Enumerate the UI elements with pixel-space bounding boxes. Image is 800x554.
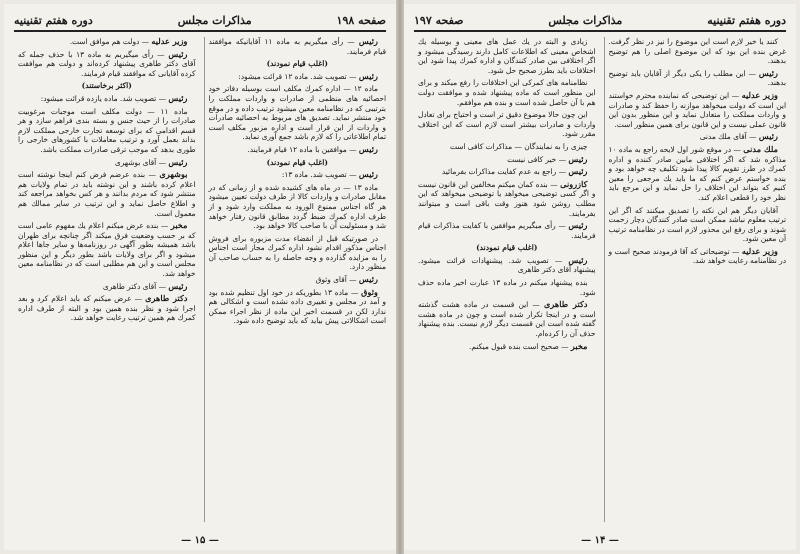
transcript-paragraph bbox=[609, 206, 787, 244]
speaker-name: مخبر bbox=[170, 220, 188, 231]
speaker-name: رئيس bbox=[758, 67, 778, 78]
right-page-column-right bbox=[604, 37, 787, 522]
paragraph-text: — بنده عرضم فرض كنم اينجا نوشته است اعلام كرده باشند و اين نوشته بايد در تمام ولايات هم منتشر شود كه مردم بدانند و هر كس بخواهد مراجعه كند و اطلاع حاصل نمايد و اين ترتيب در ساير ممالك هم معمول است. bbox=[18, 170, 196, 218]
paragraph-text: كنند يا خير لازم است اين موضوع را نيز در نظر گرفت. غرض بنده اين بود كه اين موضوع اصلى را هم توضيح بدهند. bbox=[608, 37, 786, 66]
left-page-title: مذاكرات مجلس bbox=[177, 14, 252, 27]
transcript-paragraph bbox=[209, 183, 387, 231]
paragraph-text: — آقاى دكتر طاهرى bbox=[102, 281, 166, 291]
transcript-paragraph bbox=[609, 69, 787, 88]
paragraph-text: — در موقع شور اول لايحه راجع به ماده ۱۰ مذاكره شد كه اگر اختلافى مابين صادر كننده و اداره كمرك در طرز تقويم كالا پيدا شود تكليف چه خواهد بود و بنده خواستم عرض كنم كه ما بايد يك مرجعى را معين كنيم كه بتواند اين اختلاف را حل نمايد و اين مرجع بايد نظر خود را قطعى اعلام كند. bbox=[608, 144, 786, 202]
paragraph-text: — بنده عرض ميكنم اعلام يك مفهوم عامى است كه بر حسب وضعيت فرق ميكند اگر چنانچه براى طهران باشد هميشه بطور آگهى در روزنامه‌ها و ساير جاها اعلام ميشود و اگر براى ولايات باشد بطور ديگر و اين منظور مجلس است و اين هم مطلبى است كه در نظامنامه معين خواهد شد. bbox=[18, 221, 196, 279]
left-page-column-right bbox=[204, 37, 387, 522]
speaker-name: ملك مدنى bbox=[743, 143, 779, 154]
transcript-paragraph bbox=[18, 158, 196, 168]
right-page-number-label: صفحه ۱۹۷ bbox=[414, 14, 464, 27]
speaker-name: دكتر طاهرى bbox=[544, 299, 588, 310]
speaker-name: رئيس bbox=[358, 37, 379, 46]
transcript-paragraph bbox=[18, 294, 196, 323]
paragraph-text: — موافقين با ماده ۱۲ قيام فرمايند. bbox=[247, 144, 357, 154]
paragraph-text: — رأى ميگيريم به ماده ۱۱ آقايانيكه موافقند قيام فرمايند. bbox=[208, 37, 386, 56]
right-page-session: دوره هفتم تقنينيه bbox=[707, 14, 786, 27]
speaker-name: رئيس bbox=[358, 274, 378, 285]
paragraph-text: — رأى ميگيريم به ماده ۱۳ با حذف جمله كه آقاى دكتر طاهرى پيشنهاد كرده‌اند و دولت هم موافقت كرده آقايانى كه موافقند قيام فرمايند. bbox=[18, 49, 196, 78]
paragraph-text: — تصويب شد. ماده ۱۲ قرائت ميشود: bbox=[238, 71, 357, 81]
transcript-paragraph bbox=[209, 145, 387, 155]
paragraph-text: — دولت هم موافق است. bbox=[69, 37, 150, 46]
procedural-note: (اكثر برخاستند) bbox=[81, 81, 132, 91]
paragraph-text: — اين توضيحى كه نماينده محترم خواستند اين است كه دولت ميخواهد موازنه را حفظ كند و صادرات و واردات مملكت را متعادل نمايد و اين منظور بدون اين قانون عملى نيست و اين قانون براى همين منظور است. bbox=[608, 90, 786, 129]
paragraph-text: زيادى و البته در يك عمل هاى معينى و بوسيله يك اشخاص معينى كه اطلاعات كامل دارند رسيدگى ميشود و اگر اختلافى بين صادر كنندگان و اداره كمرك پيدا شود اين اختلافات بايد بطرز صحيح حل شود. bbox=[418, 37, 596, 75]
left-page-column-left bbox=[14, 37, 196, 522]
speaker-name: وثوق bbox=[361, 286, 378, 297]
transcript-paragraph bbox=[18, 37, 196, 47]
paragraph-text: — اين قسمت در ماده هشت گذشته است و در اينجا تكرار شده است و چون در ماده هشت گفته شده است اين قسمت ديگر لازم نيست. بنده پيشنهاد حذف آن را كرده‌ام. bbox=[418, 300, 596, 339]
transcript-paragraph bbox=[418, 78, 596, 107]
transcript-paragraph bbox=[18, 170, 196, 218]
transcript-paragraph bbox=[418, 256, 596, 275]
procedural-note: (اغلب قيام نمودند) bbox=[266, 59, 328, 69]
left-page-footer-number: — ۱۵ — bbox=[181, 535, 219, 546]
transcript-paragraph bbox=[18, 221, 196, 279]
procedural-note: (اغلب قيام نمودند) bbox=[266, 157, 328, 167]
transcript-paragraph bbox=[18, 107, 196, 155]
paragraph-text: — تصويب شد. ماده ۱۳: bbox=[281, 170, 357, 180]
speaker-name: رئيس bbox=[358, 70, 378, 81]
speaker-name: وزير عدليه bbox=[741, 89, 778, 100]
paragraph-text: — آقاى ملك مدنى bbox=[699, 132, 757, 142]
paragraph-text: ماده ۱۲ — اداره كمرك مكلف است بوسيله دفاتر خود احصائيه هاى منظمى از صادرات و واردات مملكت را بترتيبى كه در نظامنامه معين ميشود ترتيب داده و در موقع خود منتشر نمايد. تصديق هاى مربوط به احصائيه صادرات و واردات از اين قرار است و اداره مزبور مكلف است تمام اطلاعاتى را كه لازم باشد جمع آورى نمايد. bbox=[208, 84, 386, 142]
left-page-session: دوره هفتم تقنينيه bbox=[14, 14, 93, 27]
speaker-name: وزير عدليه bbox=[151, 37, 188, 46]
transcript-paragraph bbox=[418, 342, 596, 352]
right-page-column-left bbox=[414, 37, 596, 522]
right-page-title: مذاكرات مجلس bbox=[548, 14, 623, 27]
transcript-paragraph bbox=[609, 145, 787, 203]
transcript-paragraph bbox=[209, 170, 387, 180]
paragraph-text: اين چون حالا موضوع دقيق تر است و احتياج براى تعادل واردات و صادرات بيشتر است لازم است كه اين اختلاف مقرر شود. bbox=[418, 110, 596, 139]
transcript-paragraph bbox=[418, 300, 596, 338]
transcript-paragraph bbox=[418, 167, 596, 177]
paragraph-text: در صورتيكه قبل از انقضاء مدت مزبوره براى فروش اجناس مذكور اقدام نشود اداره كمرك مجاز است اجناس را به مزايده گذارده و وجه حاصله را به حساب صاحب آن منظور دارد. bbox=[208, 233, 386, 272]
paragraph-text: نظامنامه هاى كمركى اين اختلافات را رفع ميكند و براى اين منظور است كه ماده پيشنهاد شده و موافقت دولت هم با آن حاصل شده است و بنده هم موافقم. bbox=[418, 78, 596, 107]
transcript-paragraph bbox=[418, 180, 596, 218]
speaker-name: رئيس bbox=[568, 166, 588, 177]
transcript-paragraph bbox=[418, 110, 596, 139]
right-page-header bbox=[414, 14, 786, 32]
paragraph-text: — راجع به عدم كفايت مذاكرات بفرمائيد bbox=[441, 167, 566, 177]
transcript-paragraph bbox=[18, 282, 196, 292]
transcript-paragraph bbox=[418, 155, 596, 165]
paragraph-text: — آقاى وثوق bbox=[315, 275, 357, 285]
paragraph-text: چيزى را به نمايندگان — مذاكرات كافى است bbox=[449, 141, 588, 151]
right-page bbox=[404, 4, 796, 550]
speaker-name: بوشهرى bbox=[159, 169, 188, 180]
speaker-name: رئيس bbox=[568, 254, 588, 265]
paragraph-text: — اين مطلب را يكى ديگر از آقايان بايد توضيح بدهند. bbox=[608, 68, 786, 88]
paragraph-text: — آقاى بوشهرى bbox=[114, 157, 166, 167]
right-page-columns bbox=[414, 37, 786, 522]
paragraph-text: — خير كافى نيست bbox=[507, 154, 566, 164]
speaker-name: رئيس bbox=[358, 169, 378, 180]
transcript-paragraph bbox=[609, 91, 787, 129]
speaker-name: رئيس bbox=[168, 156, 188, 167]
transcript-paragraph bbox=[418, 278, 596, 297]
paragraph-text: — رأى ميگيريم موافقين با كفايت مذاكرات قيام فرمايند. bbox=[418, 221, 596, 240]
speaker-name: رئيس bbox=[568, 153, 588, 164]
transcript-paragraph bbox=[609, 247, 787, 266]
speaker-name: رئيس bbox=[568, 220, 588, 231]
transcript-paragraph bbox=[209, 275, 387, 285]
transcript-paragraph bbox=[609, 132, 787, 142]
procedural-note: (اغلب قيام نمودند) bbox=[476, 243, 538, 253]
transcript-paragraph bbox=[418, 221, 596, 240]
paragraph-text: ماده ۱۱ — دولت مكلف است موجبات مرغوبيت صادرات را از حيث جنس و بسته بندى فراهم سازد و هر قسم اقدامى كه براى توسعه تجارت خارجى مملكت لازم بداند بعمل آورد و ترتيب معاملات با كشورهاى خارجى را طورى بدهد كه موجب ترقى صادرات مملكت باشد. bbox=[18, 106, 196, 154]
paragraph-text: آقايان ديگر هم اين نكته را تصديق ميكنند كه اگر اين ترتيب معلوم نباشد ممكن است صادر كنندگان دچار زحمت شوند و براى رفع اين محذور لازم است در نظامنامه ترتيب آن معين شود. bbox=[608, 205, 786, 244]
right-page-footer-number: — ۱۴ — bbox=[581, 535, 619, 546]
transcript-paragraph bbox=[18, 94, 196, 104]
left-page-header bbox=[14, 14, 386, 32]
speaker-name: دكتر طاهرى bbox=[145, 293, 188, 304]
paragraph-text: — توضيحاتى كه آقا فرمودند صحيح است و در نظامنامه رعايت خواهد شد. bbox=[608, 246, 786, 266]
paragraph-text: بنده پيشنهاد ميكنم در ماده ۱۳ عبارت اخير ماده حذف شود. bbox=[418, 278, 596, 297]
book-gutter bbox=[396, 0, 404, 554]
transcript-paragraph bbox=[209, 84, 387, 142]
transcript-paragraph bbox=[418, 37, 596, 75]
left-page bbox=[4, 4, 396, 550]
speaker-name: رئيس bbox=[168, 92, 188, 103]
paragraph-text: ماده ۱۳ — در ماه هاى كشيده شده و از زمانى كه در مقابل صادرات و واردات كالا از طرف دولت تعيين ميشود هر گاه اجناس ممنوع الورود به مملكت وارد شود و از طرف اداره كمرك ضبط گردد مطابق قانون رفتار خواهد شد و مسئوليت آن با صاحب كالا خواهد بود. bbox=[208, 182, 386, 231]
speaker-name: رئيس bbox=[168, 280, 188, 291]
speaker-name: كازرونى bbox=[560, 178, 588, 189]
transcript-paragraph bbox=[609, 37, 787, 66]
speaker-name: مخبر bbox=[570, 340, 588, 351]
speaker-name: رئيس bbox=[758, 131, 778, 142]
paragraph-text: — عرض ميكنم كه بايد اعلام كرد و بعد اجرا شود و نظر بنده همين بود و البته از طرف اداره كمرك هم همين ترتيب رعايت خواهد شد. bbox=[18, 294, 196, 323]
left-page-number-label: صفحه ۱۹۸ bbox=[336, 14, 386, 27]
paragraph-text: — ماده ۱۳ بطوريكه در خود اول تنظيم شده بود و آمد در مجلس و تغييرى داده نشده است و اشكالى هم ندارد لكن در قسمت اخير اين ماده از نظر اجراء ممكن است اشكالاتى پيش بيايد كه بايد توضيح داده شود. bbox=[208, 287, 386, 326]
paragraph-text: — تصويب شد. پيشنهادات قرائت ميشود. پيشنهاد آقاى دكتر طاهرى bbox=[418, 255, 596, 275]
paragraph-text: — تصويب شد. ماده يازده قرائت ميشود: bbox=[40, 93, 166, 103]
speaker-name: رئيس bbox=[358, 143, 378, 154]
transcript-paragraph bbox=[209, 37, 387, 56]
transcript-paragraph bbox=[418, 142, 596, 152]
paragraph-text: — صحيح است بنده قبول ميكنم. bbox=[469, 341, 569, 351]
transcript-paragraph bbox=[209, 234, 387, 272]
speaker-name: وزير عدليه bbox=[741, 245, 779, 256]
transcript-paragraph bbox=[18, 50, 196, 79]
transcript-paragraph bbox=[209, 288, 387, 326]
paragraph-text: — بنده كمان ميكنم مخالفين اين قانون نيست و اگر كسى توضيحى ميخواهد يا توضيحى ميخواهد كه اين مطلب روشن شود هنوز وقت باقى است و ميتوانند بفرمايند. bbox=[418, 179, 596, 218]
transcript-paragraph bbox=[209, 72, 387, 82]
left-page-columns bbox=[14, 37, 386, 522]
speaker-name: رئيس bbox=[168, 48, 188, 59]
